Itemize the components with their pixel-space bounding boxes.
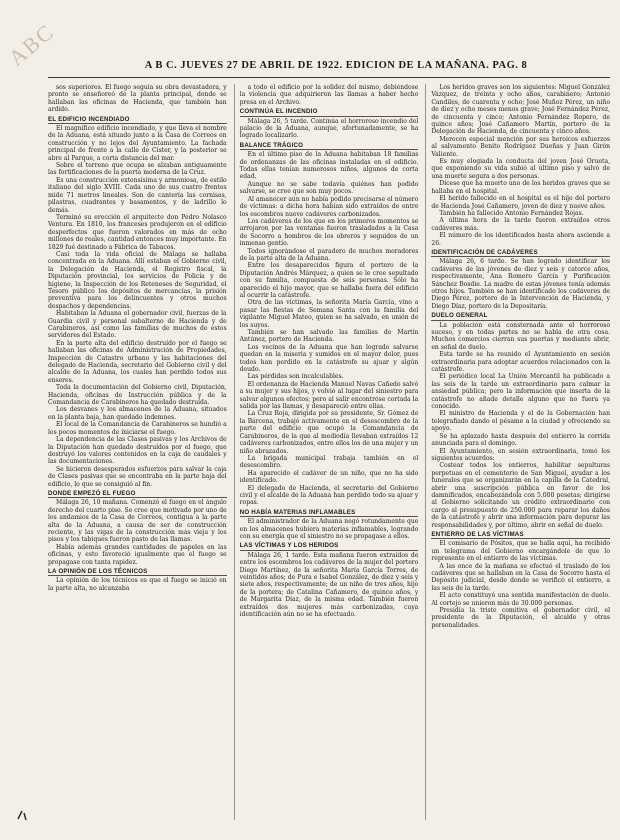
column-2 [234,84,419,820]
section-heading: LA OPINIÓN DE LOS TÉCNICOS [48,568,227,576]
paragraph: Había además grandes cantidades de papeles en las oficinas, y esto favoreció igualmente que el fuego se propagase con tanta rapidez. [48,543,227,566]
column-3 [425,84,610,820]
paragraph: Merecen especial mención por sus heroicos esfuerzos al salvamento Benito Rodríguez Dueñas y Juan Girón Valiente. [431,135,611,158]
paragraph: sos superiores. El fuego seguía su obra devastadora, y pronto se enseñoreó de la planta principal, donde se hallaban las oficinas de Hacienda, que también han ardido. [48,84,227,114]
paragraph: Málaga 26, 5 tarde. Continúa el horroroso incendio del palacio de la Aduana, aunque, afortunadamente, se ha logrado localizarlo. [239,117,419,140]
paragraph: La población está consternada ante el horroroso suceso, y en todas partes no se habla de otra cosa. Muchos comercios cierran sus puertas y mediante abrir, en señal de duelo. [431,321,611,351]
paragraph: Todos ignorándose el paradero de muchos moradores de la parte alta de la Aduana. [239,247,419,262]
paragraph: Esta tarde se ha reunido el Ayuntamiento en sesión extraordinaria para adoptar acuerdos relacionados con la catástrofe. [431,351,611,374]
ink-mark-icon [14,805,54,825]
paragraph: El ministro de Hacienda y el de la Gobernación han telegrafiado dando el pésame a la ciudad y ofreciendo su apoyo. [431,410,611,433]
paragraph: Es muy elogiada la conducta del joven José Orueta, que exponiendo su vida subió al último piso y salvó de una muerte segura a dos personas. [431,158,611,180]
paragraph: a todo el edificio por la solidez del mismo, debiéndose la violencia que adquirieron las llamas a haber hecho presa en el Archivo. [239,84,419,106]
paragraph: La Cruz Roja, dirigida por su presidente, Sr. Gómez de la Bárcena, trabajó activamente en el desescombro de la parte del edificio que ocupó la Comandancia de Carabineros, de la que al mediodía llevaban extraídos 12 cadáveres carbonizados, entre ellos los de una mujer y un niño abrazados. [239,410,419,455]
paragraph: El ordenanza de Hacienda Manuel Navas Cañedo salvó a su mujer y sus hijos, y volvió al lugar del siniestro para salvar algunos efectos; pero al salir encontróse cortada la salida por las llamas, y desapareció entre ellas. [239,380,419,411]
paragraph: Los cadáveres de los que en los primeros momentos se arrojaron por las ventanas fueron trasladados a la Casa de Socorro a hombros de los obreros y seguidos de un inmenso gentío. [239,217,419,248]
paragraph: El administrador de la Aduana negó rotundamente que en los almacenes hubiera materias inflamables, logrando con su energía que el siniestro no se propagase a ellos. [239,518,419,540]
section-heading: DUELO GENERAL [431,312,610,320]
paragraph: Ha aparecido el cadáver de un niño, que no ha sido identificado. [239,469,419,485]
paragraph: Málaga 26, 6 tarde. Se han logrado identificar los cadáveres de las jóvenes de diez y seis y catorce años, respectivamente, Ana Romero García y Purificación Sánchez Bosdie. La madre de estas jóvenes tenía además otros hijos. También se han identificado los cadáveres de Diego Pérez, portero de la Intervención de Hacienda, y Diego Díaz, portero de la Depositaría. [431,258,611,310]
paragraph: También ha fallecido Antonio Fernández Rojas. [439,209,584,217]
header-rule [48,77,610,78]
paragraph: Es una construcción extensísima y armoniosa, de estilo italiano del siglo XVIII. Cada uno de sus cuatro frentes mide 71 metros lineales. Son de cantería las cornisas, pilastras, cuadrantes y basamentos, y de ladrillo lo demás. [48,176,227,214]
paragraph: Al amanecer aún no había podido precisarse el número de víctimas: a dicha hora habían sido extraídos de entre los escombros nueve cadáveres carbonizados. [239,195,419,218]
section-heading: EL EDIFICIO INCENDIADO [48,116,227,124]
paragraph: Se hicieron desesperados esfuerzos para salvar la caja de Clases pasivas que se encontraba en la parte baja del edificio, lo que se consiguió al fin. [48,465,227,488]
section-heading: IDENTIFICACIÓN DE CADÁVERES [431,249,610,257]
paragraph: La dependencia de las Clases pasivas y los Archivos de la Diputación han quedado destruídos por el fuego, que destruyó los valores contenidos en la caja de caudales y las documentaciones. [48,436,227,466]
paragraph: En la parte alta del edificio destruído por el fuego se hallaban las oficinas de Administración de Propiedades, Inspección de Catastro urbano y las habitaciones del delegado de Hacienda, secretario del Gobierno civil y del alcalde de la Aduana, los cuales han perdido todos sus enseres. [48,339,227,384]
section-heading: LAS VÍCTIMAS Y LOS HERIDOS [240,542,419,550]
paragraph: El local de la Comandancia de Carabineros se hundió a los pocos momentos de iniciarse el fuego. [48,421,227,436]
section-heading: ENTIERRO DE LAS VÍCTIMAS [431,531,610,539]
paragraph: El Ayuntamiento, en sesión extraordinaria, tomó los siguientes acuerdos: [431,447,611,462]
section-heading: BALANCE TRÁGICO [240,142,419,150]
column-1 [48,84,227,820]
paragraph: El magnífico edificio incendiado, y que lleva el nombre de la Aduana, está situado junto a la Casa de Correos en construcción y no lejos del Ayuntamiento. La fachada principal de frente a la calle de Císter, y la posterior se abre al Parque, a corta distancia del mar. [48,125,227,162]
paragraph: Se ha aplazado hasta después del entierro la corrida anunciada para el domingo. [431,432,611,448]
section-heading: NO HABÍA MATERIAS INFLAMABLES [240,509,419,517]
paragraph: Toda la documentación del Gobierno civil, Diputación, Hacienda, oficinas de Instrucción pública y de la Comandancia de Carabineros ha quedado destruída. [48,384,227,407]
paragraph: El acto constituyó una sentida manifestación de duelo. Al cortejo se unieron más de 30.000 personas. [431,592,611,607]
paragraph: Málaga 26, 10 mañana. Comenzó el fuego en el ángulo derecho del cuarto piso. Se cree que motivado por uno de los andamios de la Casa de Correos, contigua a la parte alta de la Aduana, a causa de ser de construcción reciente, y las vigas de la construcción más vieja y los pisos y los tabiques fueron pasto de las llamas. [48,499,227,544]
paragraph: Dícese que ha muerto uno de los heridos graves que se hallaba en el hospital. [431,180,611,195]
paragraph: La opinión de los técnicos es que el fuego se inició en la parte alta, no alcanzaba [48,577,227,592]
paragraph: La brigada municipal trabaja también en el desescombro. [239,454,419,470]
paragraph: Terminó su erección el arquitecto don Pedro Nolasco Ventura. En 1810, los franceses produjeron en el edificio desperfectos que fueron valorados en más de ocho millones de reales, cantidad entonces muy importante. En 1829 fué destinado a Fábrica de Tabacos. [48,213,227,251]
paragraph: Los vecinos de la Aduana que han logrado salvarse quedan en la miseria y sumidos en el mayor dolor, pues todos han perdido en la catástrofe su ajuar y algún deudo. [239,343,419,374]
paragraph: Los desvanes y los almacenes de la Aduana, situados en la planta baja, han quedado indemnes. [48,406,227,421]
paragraph: El delegado de Hacienda, el secretario del Gobierno civil y el alcalde de la Aduana han perdido todo su ajuar y ropas. [239,484,419,507]
paragraph: Málaga 26, 1 tarde. Esta mañana fueron extraídos de entre los escombros los cadáveres de la mujer del portero Diego Martínez, de la señorita María García Torres, de veintidós años; de Pura e Isabel González, de diez y seis y siete años, respectivamente; de un niño de tres años, hijo de la portera; de Catalina Cañamero, de quince años, y de Margarita Díaz, de la misma edad. También fueron extraídos dos mujeres más carbonizadas, cuya identificación aún no se ha efectuado. [239,551,419,619]
paragraph: También se han salvado las familias de Martín Antúnez, portero de Hacienda. [239,329,419,344]
paragraph: Sobre el terreno que ocupa se alzaban antiguamente las fortificaciones de la puerta moderna de la Cruz. [48,162,227,177]
columns [48,84,610,820]
paragraph: Las pérdidas son incalculables. [247,373,344,381]
paragraph: El comisario de Pósitos, que se halla aquí, ha recibido un telegrama del Gobierno encargándole de que lo represente en el entierro de las víctimas. [431,540,611,563]
paragraph: Casi toda la vida oficial de Málaga se hallaba concentrada en la Aduana. Allí estaban el Gobierno civil, la Delegación de Hacienda, el Registro fiscal, la Diputación provincial, los servicios de Policía y de higiene, la Inspección de los Reteneses de Seguridad, el Tesoro público los depósitos de mercancías, la prisión preventiva para los delincuentes y otros muchos despachos y dependencias. [48,250,227,310]
paragraph: El herido fallecido en el hospital es el hijo del portero de Hacienda José Cañamero, joven de diez y nueve años. [431,195,611,210]
paragraph: El número de los identificados hasta ahora asciende a 26. [431,232,611,247]
paragraph: Aunque no se sabe todavía quiénes han podido salvarse, se cree que son muy pocos. [239,180,419,196]
paragraph: Los heridos graves son los siguientes: Miguel González Vázquez, de treinta y ocho años, carabinero; Antonio Candiles, de cuarenta y ocho; José Muñoz Pérez, un niño de diez y ocho meses menos grave; José Fernández Pérez, de cincuenta y cinco; Antonio Fernández Ropero, de quince años; José Cañamero Martín, portero de la Delegación de Hacienda, de cincuenta y cinco años. [431,84,611,136]
section-heading: DONDE EMPEZÓ EL FUEGO [48,490,227,498]
watermark-stamp: ABC [3,18,59,71]
header-title: A B C. JUEVES 27 DE ABRIL DE 1922. EDICION DE LA MAÑANA. PAG. 8 [144,59,528,71]
page-header [60,56,612,74]
paragraph: Entre los desaparecidos figura el portero de la Diputación Andrés Márquez, a quien se le cree sepultado con su familia, compuesta de seis personas. Sólo ha aparecido el hijo mayor, que se hallaba fuera del edificio al ocurrir la catástrofe. [239,262,419,299]
paragraph: Otra de las víctimas, la señorita María García, vino a pasar las fiestas de Semana Santa con la familia del vigilante Miguel Mateo, quien se ha salvado, en unión de los suyos. [239,299,419,329]
paragraph: En el último piso de la Aduana habitaban 18 familias de ordenanzas de las oficinas instaladas en el edificio. Todas ellas tenían numerosos niños, algunos de corta edad. [239,151,419,181]
section-heading: CONTINÚA EL INCENDIO [240,108,419,116]
paragraph: Costear todos los entierros, habilitar sepulturas perpetuas en el cementerio de San Miguel, ayudar a los funerales que se organizarán en la capilla de la Catedral, abrir una suscripción pública en favor de los damnificados, encabezándola con 5.000 pesetas; dirigirse al Gobierno solicitando un crédito extraordinario con cargo al presupuesto de 250.000 para reparar los daños de la catástrofe y abrir una información para depurar las responsabilidades y, por último, abrir en señal de duelo. [431,462,611,529]
paragraph: Presidía la triste comitiva el gobernador civil, el presidente de la Diputación, el alcalde y otras personalidades. [431,607,611,629]
paragraph: Habitaban la Aduana el gobernador civil, fuerzas de la Guardia civil y personal subalterno de Hacienda y de Carabineros, así como las familias de muchos de estos servidores del Estado. [48,310,227,340]
paragraph: El periódico local La Unión Mercantil ha publicado a las seis de la tarde un extraordinario para calmar la ansiedad pública; pero la información que inserta de la catástrofe no añade detalle alguno que no fuera ya conocido. [431,373,611,411]
paragraph: A las once de la mañana se efectuó el traslado de los cadáveres que se hallaban en la Casa de Socorro hasta el Depósito judicial, desde donde se verificó el entierro, a las seis de la tarde. [431,562,611,592]
paragraph: A última hora de la tarde fueron extraídos otros cadáveres más. [431,217,611,232]
